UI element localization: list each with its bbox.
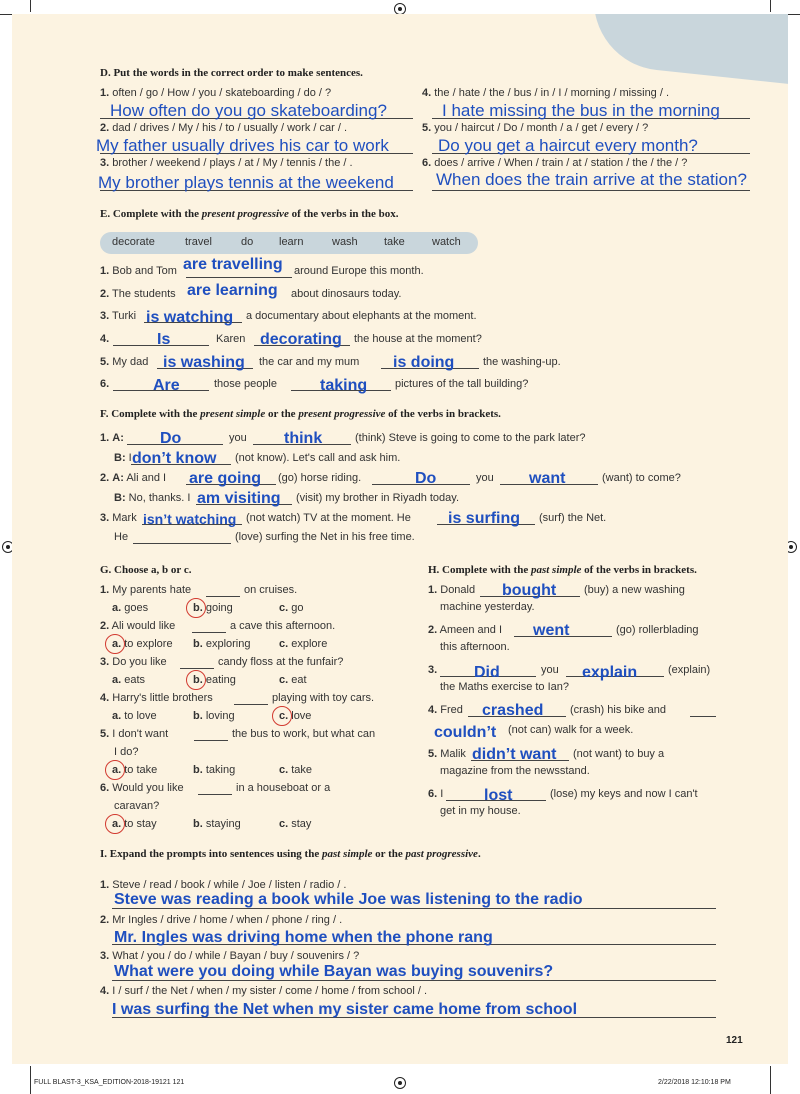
item-number: 2. — [100, 472, 110, 484]
sentence-text: (go) horse riding. — [278, 472, 362, 484]
speaker-label: B: — [114, 452, 126, 464]
crop-mark — [30, 1066, 31, 1094]
crop-mark — [30, 0, 31, 12]
e-item-2 — [100, 288, 176, 300]
handwritten-answer: What were you doing while Bayan was buying souvenirs? — [114, 963, 554, 980]
f-item-2 — [100, 472, 166, 484]
handwritten-answer: taking — [320, 377, 368, 394]
option-text: going — [205, 602, 233, 614]
prompt-text: dad / drives / My / his / to / usually / work / car / . — [112, 122, 347, 134]
heading-emphasis: past simple — [321, 848, 373, 860]
option-letter: a. — [112, 602, 122, 614]
option-c[interactable] — [279, 638, 327, 650]
prompt-text: the / hate / the / bus / in / I / morning / missing / . — [434, 87, 670, 99]
crop-mark — [0, 14, 12, 15]
g-item-1 — [100, 584, 191, 596]
heading-emphasis: present progressive — [201, 208, 289, 220]
section-e-heading — [100, 208, 399, 220]
d-item-4 — [422, 87, 669, 99]
option-text: stay — [291, 818, 312, 830]
sentence-text: Karen — [216, 333, 246, 345]
f-item-3 — [100, 512, 137, 524]
section-f-heading — [100, 408, 501, 420]
question-text: My parents hate — [112, 584, 192, 596]
question-text: caravan? — [114, 800, 160, 812]
sentence-text: you — [229, 432, 247, 444]
option-text: eats — [124, 674, 146, 686]
sentence-text: Ali and I — [126, 472, 167, 484]
handwritten-answer: is surfing — [448, 510, 521, 527]
answer-circle-mark — [105, 634, 125, 654]
sentence-text: a documentary about elephants at the moment. — [246, 310, 477, 322]
item-number: 1. — [100, 879, 110, 891]
handwritten-answer: isn’t watching — [143, 511, 237, 527]
item-number: 4. — [100, 333, 110, 345]
option-text: go — [291, 602, 304, 614]
item-number: 4. — [100, 692, 110, 704]
option-text: love — [291, 710, 312, 722]
g-item-4 — [100, 692, 213, 704]
speaker-label: B: — [114, 492, 126, 504]
handwritten-answer: My father usually drives his car to work — [96, 136, 389, 155]
word-box-item: travel — [185, 236, 212, 248]
item-number: 6. — [422, 157, 432, 169]
sentence-text: (explain) — [668, 664, 711, 676]
sentence-text: (buy) a new washing — [584, 584, 685, 596]
sentence-text: I — [128, 452, 132, 464]
handwritten-answer: I was surfing the Net when my sister came home from school — [112, 1001, 578, 1018]
heading-text: of the verbs in brackets. — [581, 564, 697, 576]
word-box-item: wash — [332, 236, 358, 248]
prompt-text: you / haircut / Do / month / a / get / every / ? — [434, 122, 649, 134]
g-item-3 — [100, 656, 167, 668]
handwritten-answer: couldn’t — [434, 724, 497, 741]
option-letter: b. — [193, 602, 203, 614]
sentence-text: Mark — [112, 512, 137, 524]
h-item-1 — [428, 584, 475, 596]
question-text: Would you like — [112, 782, 184, 794]
sentence-text: (not watch) TV at the moment. He — [246, 512, 411, 524]
handwritten-answer: decorating — [260, 331, 342, 348]
heading-text: H. Complete with the — [428, 564, 531, 576]
crop-mark — [770, 1066, 771, 1094]
handwritten-answer: are going — [189, 470, 262, 487]
handwritten-answer: explain — [582, 664, 638, 681]
handwritten-answer: Are — [153, 377, 180, 394]
item-number: 5. — [428, 748, 438, 760]
section-g-heading: G. Choose a, b or c. — [100, 564, 192, 576]
h-item-4 — [428, 704, 463, 716]
item-number: 5. — [100, 356, 110, 368]
f-item-1-b — [114, 452, 132, 464]
option-letter: a. — [112, 710, 122, 722]
sentence-text: Donald — [440, 584, 476, 596]
answer-line — [186, 277, 292, 278]
heading-emphasis: past simple — [530, 564, 582, 576]
option-letter: c. — [279, 638, 289, 650]
sentence-text: (think) Steve is going to come to the park later? — [355, 432, 586, 444]
sentence-text: (want) to come? — [602, 472, 681, 484]
section-d-heading: D. Put the words in the correct order to make sentences. — [100, 67, 363, 79]
e-item-5 — [100, 356, 148, 368]
answer-line — [198, 794, 232, 795]
item-number: 1. — [100, 265, 110, 277]
answer-circle-mark — [186, 598, 206, 618]
option-text: to love — [124, 710, 157, 722]
handwritten-answer: Do — [160, 430, 182, 447]
handwritten-answer: think — [284, 430, 323, 447]
question-text: Harry's little brothers — [112, 692, 213, 704]
sentence-text: No, thanks. I — [128, 492, 191, 504]
handwritten-answer: am visiting — [197, 490, 281, 507]
answer-line — [194, 740, 228, 741]
page-number: 121 — [726, 1035, 743, 1046]
item-number: 4. — [428, 704, 438, 716]
handwritten-answer: want — [529, 470, 566, 487]
option-letter: b. — [193, 638, 203, 650]
option-c[interactable] — [279, 602, 304, 614]
option-text: loving — [205, 710, 235, 722]
handwritten-answer: Do — [415, 470, 437, 487]
handwritten-answer: Do you get a haircut every month? — [438, 136, 698, 155]
sentence-text: those people — [214, 378, 277, 390]
answer-circle-mark — [105, 760, 125, 780]
sentence-text: He — [114, 531, 129, 543]
sentence-text: (surf) the Net. — [539, 512, 607, 524]
d-item-3 — [100, 157, 353, 169]
handwritten-answer: Steve was reading a book while Joe was listening to the radio — [114, 891, 583, 908]
question-text: the bus to work, but what can — [232, 728, 376, 740]
option-text: taking — [205, 764, 236, 776]
item-number: 2. — [100, 620, 110, 632]
handwritten-answer: Mr. Ingles was driving home when the phone rang — [114, 929, 493, 946]
sentence-text: (go) rollerblading — [616, 624, 699, 636]
option-letter: a. — [112, 674, 122, 686]
option-letter: c. — [279, 674, 289, 686]
option-b[interactable] — [193, 764, 235, 776]
d-item-2 — [100, 122, 347, 134]
option-text: take — [291, 764, 313, 776]
handwritten-answer: Is — [157, 331, 171, 348]
section-h-heading — [428, 564, 697, 576]
d-item-6 — [422, 157, 687, 169]
handwritten-answer: is doing — [393, 354, 455, 371]
handwritten-answer: don’t know — [132, 450, 217, 467]
question-text: Do you like — [112, 656, 167, 668]
sentence-text: (visit) my brother in Riyadh today. — [296, 492, 460, 504]
sentence-text: (love) surfing the Net in his free time. — [235, 531, 415, 543]
heading-text: or the — [265, 408, 299, 420]
word-box-item: watch — [432, 236, 461, 248]
sentence-text: about dinosaurs today. — [291, 288, 402, 300]
word-box-item: do — [241, 236, 254, 248]
sentence-text: Ameen and I — [439, 624, 503, 636]
question-text: in a houseboat or a — [236, 782, 331, 794]
item-number: 3. — [100, 157, 110, 169]
e-item-1 — [100, 265, 177, 277]
prompt-text: What / you / do / while / Bayan / buy / souvenirs / ? — [112, 950, 360, 962]
handwritten-answer: went — [533, 622, 570, 639]
prompt-text: brother / weekend / plays / at / My / tennis / the / . — [112, 157, 353, 169]
item-number: 2. — [100, 914, 110, 926]
option-text: staying — [205, 818, 241, 830]
option-a[interactable] — [112, 710, 157, 722]
answer-circle-mark — [186, 670, 206, 690]
sentence-text: My dad — [112, 356, 149, 368]
item-number: 4. — [422, 87, 432, 99]
i-item-3 — [100, 950, 359, 962]
sentence-text: Malik — [440, 748, 466, 760]
e-item-6 — [100, 378, 109, 390]
item-number: 2. — [100, 122, 110, 134]
option-c[interactable] — [279, 818, 311, 830]
d-item-1 — [100, 87, 331, 99]
item-number: 1. — [428, 584, 438, 596]
question-text: a cave this afternoon. — [230, 620, 336, 632]
option-letter: a. — [112, 818, 122, 830]
h-item-2 — [428, 624, 502, 636]
option-b[interactable] — [193, 818, 241, 830]
option-text: to explore — [124, 638, 173, 650]
option-letter: a. — [112, 638, 122, 650]
item-number: 3. — [100, 310, 110, 322]
sentence-text: (not want) to buy a — [573, 748, 665, 760]
h-item-5 — [428, 748, 466, 760]
i-item-1 — [100, 879, 346, 891]
e-item-3 — [100, 310, 136, 322]
option-letter: b. — [193, 674, 203, 686]
speaker-label: A: — [112, 432, 124, 444]
speaker-label: A: — [112, 472, 124, 484]
item-number: 4. — [100, 985, 110, 997]
sentence-text: the Maths exercise to Ian? — [440, 681, 570, 693]
item-number: 5. — [422, 122, 432, 134]
handwritten-answer: lost — [484, 787, 513, 804]
option-letter: c. — [279, 710, 289, 722]
item-number: 1. — [100, 584, 110, 596]
option-text: eating — [205, 674, 236, 686]
heading-text: E. Complete with the — [100, 208, 202, 220]
option-c[interactable] — [279, 674, 307, 686]
handwritten-answer: I hate missing the bus in the morning — [442, 101, 720, 120]
sentence-text: the car and my mum — [259, 356, 360, 368]
decorative-shape — [587, 14, 788, 89]
word-box-item: decorate — [112, 236, 155, 248]
question-text: playing with toy cars. — [272, 692, 375, 704]
answer-line — [192, 632, 226, 633]
answer-line — [690, 716, 716, 717]
option-text: goes — [124, 602, 149, 614]
heading-emphasis: present simple — [200, 408, 266, 420]
print-timestamp: 2/22/2018 12:10:18 PM — [658, 1079, 731, 1086]
e-item-4 — [100, 333, 109, 345]
section-i-heading — [100, 848, 481, 860]
option-b[interactable] — [193, 710, 235, 722]
question-text: Ali would like — [111, 620, 176, 632]
item-number: 6. — [100, 782, 110, 794]
question-text: I do? — [114, 746, 139, 758]
heading-emphasis: present progressive — [298, 408, 386, 420]
option-letter: b. — [193, 710, 203, 722]
prompt-text: does / arrive / When / train / at / station / the / the / ? — [434, 157, 688, 169]
option-letter: c. — [279, 818, 289, 830]
option-letter: b. — [193, 764, 203, 776]
sentence-text: The students — [112, 288, 176, 300]
sentence-text: the house at the moment? — [354, 333, 482, 345]
heading-emphasis: past progressive — [405, 848, 478, 860]
handwritten-answer: bought — [502, 582, 557, 599]
handwritten-answer: didn’t want — [472, 746, 557, 763]
option-letter: b. — [193, 818, 203, 830]
answer-line — [234, 704, 268, 705]
sentence-text: magazine from the newsstand. — [440, 765, 590, 777]
sentence-text: get in my house. — [440, 805, 521, 817]
heading-text: I. Expand the prompts into sentences using the — [100, 848, 322, 860]
sentence-text: (crash) his bike and — [570, 704, 666, 716]
prompt-text: Mr Ingles / drive / home / when / phone / ring / . — [112, 914, 343, 926]
sentence-text: pictures of the tall building? — [395, 378, 529, 390]
option-text: to stay — [124, 818, 157, 830]
option-text: explore — [291, 638, 328, 650]
item-number: 6. — [100, 378, 110, 390]
heading-text: F. Complete with the — [100, 408, 201, 420]
print-slug: FULL BLAST-3_KSA_EDITION-2018-19121 121 — [34, 1079, 185, 1086]
word-box — [100, 232, 478, 254]
handwritten-answer: are travelling — [183, 256, 283, 273]
h-item-6 — [428, 788, 443, 800]
handwritten-answer: Did — [474, 664, 500, 681]
item-number: 3. — [100, 950, 110, 962]
sentence-text: I — [440, 788, 444, 800]
word-box-item: learn — [279, 236, 304, 248]
answer-circle-mark — [272, 706, 292, 726]
answer-circle-mark — [105, 814, 125, 834]
crop-mark — [788, 14, 800, 15]
h-item-3 — [428, 664, 437, 676]
sentence-text: machine yesterday. — [440, 601, 535, 613]
heading-text: or the — [372, 848, 406, 860]
prompt-text: I / surf / the Net / when / my sister / come / home / from school / . — [112, 985, 428, 997]
sentence-text: you — [476, 472, 494, 484]
heading-text: . — [477, 848, 481, 860]
option-c[interactable] — [279, 764, 312, 776]
g-item-2 — [100, 620, 175, 632]
item-number: 1. — [100, 87, 110, 99]
sentence-text: (not can) walk for a week. — [508, 724, 634, 736]
heading-text: of the verbs in the box. — [288, 208, 399, 220]
option-text: exploring — [205, 638, 251, 650]
handwritten-answer: is watching — [146, 309, 234, 326]
d-item-5 — [422, 122, 648, 134]
answer-line — [206, 596, 240, 597]
option-letter: a. — [112, 764, 122, 776]
answer-line — [180, 668, 214, 669]
handwritten-answer: How often do you go skateboarding? — [110, 101, 387, 120]
item-number: 3. — [428, 664, 438, 676]
crop-mark — [770, 0, 771, 12]
option-a[interactable] — [112, 602, 148, 614]
prompt-text: Steve / read / book / while / Joe / listen / radio / . — [112, 879, 347, 891]
question-text: on cruises. — [244, 584, 298, 596]
answer-line — [432, 190, 750, 191]
option-text: eat — [291, 674, 307, 686]
question-text: I don't want — [112, 728, 169, 740]
g-item-5 — [100, 728, 168, 740]
sentence-text: (lose) my keys and now I can't — [550, 788, 698, 800]
handwritten-answer: is washing — [163, 354, 245, 371]
sentence-text: Fred — [440, 704, 463, 716]
registration-mark-icon — [394, 1077, 406, 1089]
sentence-text: Turki — [112, 310, 137, 322]
sentence-text: (not know). Let's call and ask him. — [235, 452, 401, 464]
option-letter: c. — [279, 764, 289, 776]
item-number: 2. — [428, 624, 438, 636]
option-a[interactable] — [112, 674, 145, 686]
question-text: candy floss at the funfair? — [218, 656, 344, 668]
option-b[interactable] — [193, 638, 250, 650]
i-item-2 — [100, 914, 342, 926]
prompt-text: often / go / How / you / skateboarding / do / ? — [112, 87, 332, 99]
i-item-4 — [100, 985, 427, 997]
handwritten-answer: crashed — [482, 702, 544, 719]
item-number: 1. — [100, 432, 110, 444]
item-number: 2. — [100, 288, 110, 300]
handwritten-answer: When does the train arrive at the station? — [436, 170, 747, 189]
item-number: 3. — [100, 656, 110, 668]
f-item-1 — [100, 432, 124, 444]
sentence-text: you — [541, 664, 559, 676]
item-number: 3. — [100, 512, 110, 524]
sentence-text: around Europe this month. — [294, 265, 424, 277]
sentence-text: the washing-up. — [483, 356, 561, 368]
f-item-2-b — [114, 492, 190, 504]
sentence-text: Bob and Tom — [112, 265, 177, 277]
item-number: 5. — [100, 728, 110, 740]
heading-text: of the verbs in brackets. — [385, 408, 501, 420]
g-item-6 — [100, 782, 184, 794]
item-number: 6. — [428, 788, 438, 800]
word-box-item: take — [384, 236, 405, 248]
answer-line — [133, 543, 231, 544]
handwritten-answer: My brother plays tennis at the weekend — [98, 173, 394, 192]
sentence-text: this afternoon. — [440, 641, 510, 653]
option-text: to take — [124, 764, 158, 776]
handwritten-answer: are learning — [187, 282, 278, 299]
option-letter: c. — [279, 602, 289, 614]
